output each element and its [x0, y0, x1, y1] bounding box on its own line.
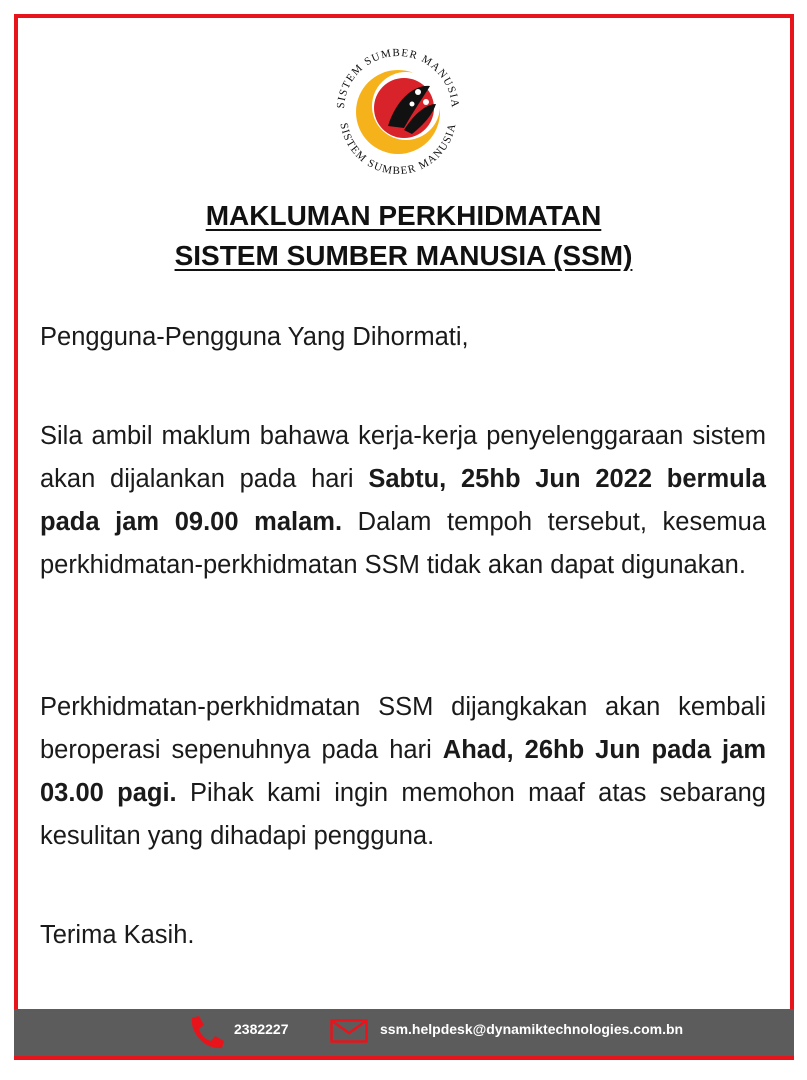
ssm-logo [326, 38, 470, 182]
phone-number[interactable]: 2382227 [234, 1021, 289, 1037]
greeting: Pengguna-Pengguna Yang Dihormati, [40, 323, 469, 351]
footer-contact-bar [14, 1009, 794, 1056]
p2-text-b: Pihak kami ingin memohon maaf atas sebarang kesulitan yang dihadapi pengguna. [40, 779, 766, 850]
title-line-1: MAKLUMAN PERKHIDMATAN [205, 200, 602, 231]
paragraph-maintenance [40, 415, 766, 587]
p1-date-bold: Sabtu, 25hb Jun 2022 bermula pada jam 09.00 malam. [40, 465, 766, 536]
closing: Terima Kasih. [40, 921, 195, 949]
logo-ring-text-bottom: SISTEM SUMBER MANUSIA [337, 121, 459, 178]
helpdesk-email[interactable]: ssm.helpdesk@dynamiktechnologies.com.bn [380, 1021, 684, 1037]
p1-text-b: Dalam tempoh tersebut, kesemua perkhidmatan-perkhidmatan SSM tidak akan dapat digunakan. [40, 508, 766, 579]
p2-date-bold: Ahad, 26hb Jun pada jam 03.00 pagi. [40, 736, 766, 807]
mail-icon [330, 1019, 368, 1043]
phone-icon [186, 1014, 226, 1052]
title-line-2: SISTEM SUMBER MANUSIA (SSM) [174, 240, 633, 271]
logo-ring-text-top: SISTEM SUMBER MANUSIA [334, 46, 462, 109]
p2-text-a: Perkhidmatan-perkhidmatan SSM dijangkakan akan kembali beroperasi sepenuhnya pada hari [40, 693, 766, 764]
p1-text-a: Sila ambil maklum bahawa kerja-kerja penyelenggaraan sistem akan dijalankan pada hari [40, 422, 766, 493]
notice-title [0, 196, 807, 276]
paragraph-resume [40, 686, 766, 858]
